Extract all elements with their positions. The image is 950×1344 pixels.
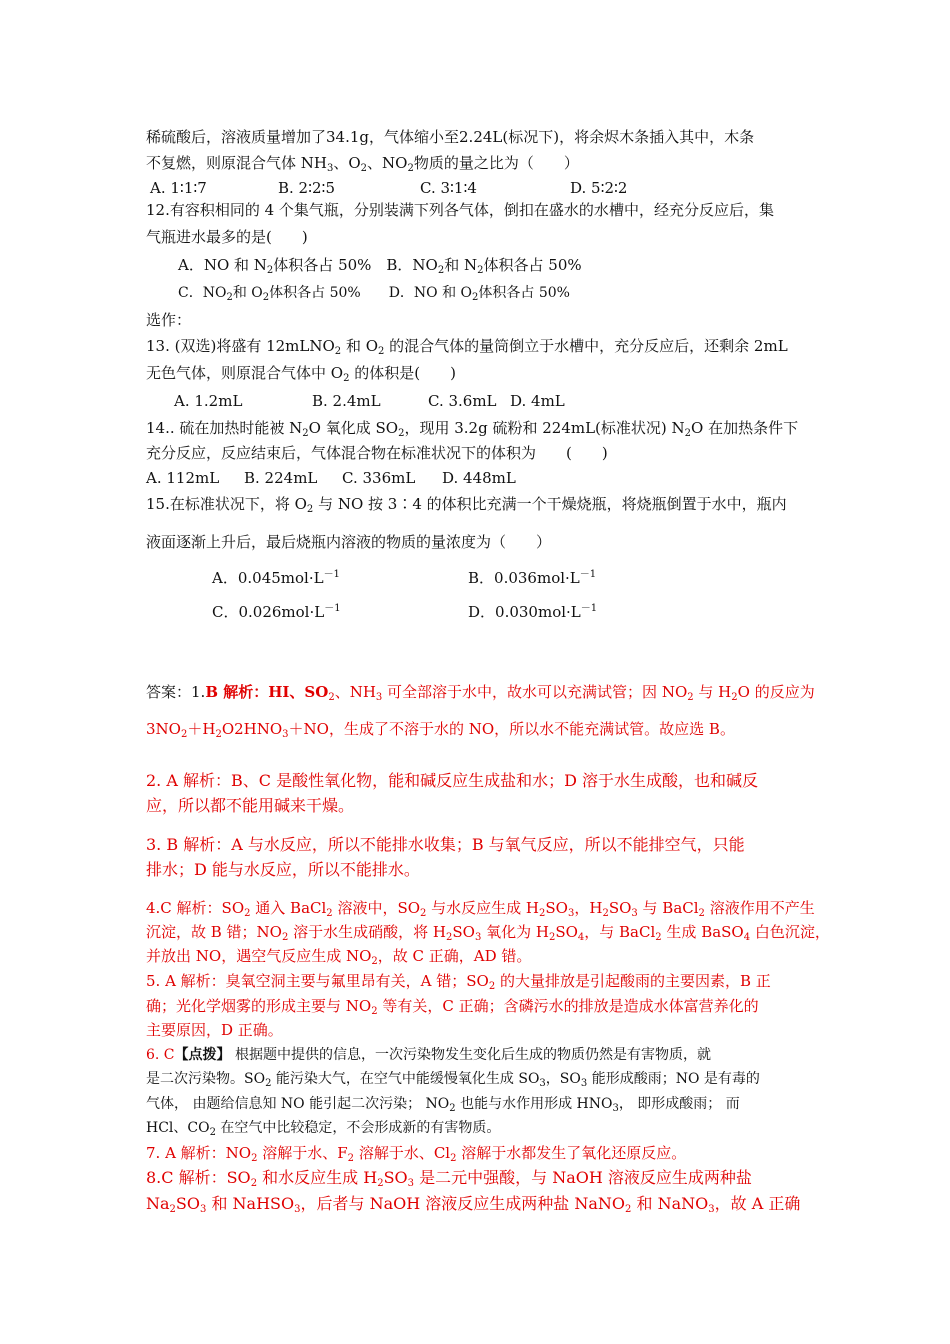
q13-line2: 无色气体，则原混合气体中 $O_2$ 的体积是( ) [146, 364, 456, 384]
q14-line2: 充分反应，反应结束后，气体混合物在标准状况下的体积为 ( ) [146, 444, 608, 462]
answer-4-line3: 并放出 NO，遇空气反应生成 $NO_2$，故 C 正确，AD 错。 [146, 947, 532, 967]
answer-5-line2: 确；光化学烟雾的形成主要与 $NO_2$ 等有关，C 正确；含磷污水的排放是造成水体富营养化的 [146, 997, 759, 1017]
q14-option-a: A. 112mL [146, 469, 220, 487]
answer-5-line1: 5. A 解析：臭氧空洞主要与氟里昂有关，A 错；$SO_2$ 的大量排放是引起酸雨的主要因素，B 正 [146, 972, 771, 992]
answer-2-line1: 2. A 解析：B、C 是酸性氧化物，能和碱反应生成盐和水；D 溶于水生成酸，也和碱反 [146, 771, 758, 790]
q12-options-cd: C．$NO_2$和 $O_2$体积各占 50% D．NO 和 $O_2$体积各占 50% [178, 285, 570, 303]
q12-line2: 气瓶进水最多的是( ) [146, 228, 308, 246]
q11-option-d: D. 5∶2∶2 [570, 179, 628, 197]
answer-1-line1: 答案：1.B 解析：HI、$SO_2$、$NH_3$ 可全部溶于水中，故水可以充满试管；因 $NO_2$ 与 $H_2O$ 的反应为 [146, 683, 815, 703]
q15-option-c: C．$0.026mol\cdot L^{-1}$ [212, 603, 341, 621]
q15-option-b: B．$0.036mol\cdot L^{-1}$ [468, 569, 597, 587]
answer-8-line2: $Na_2SO_3$ 和 NaHSO$_3$，后者与 NaOH 溶液反应生成两种盐 NaNO$_2$ 和 NaNO$_3$，故 A 正确 [146, 1194, 801, 1215]
answer-8-line1: 8.C 解析：$SO_2$ 和水反应生成 $H_2SO_3$ 是二元中强酸，与 NaOH 溶液反应生成两种盐 [146, 1168, 752, 1189]
answer-3-line1: 3. B 解析：A 与水反应，所以不能排水收集；B 与氧气反应，所以不能排空气，只能 [146, 835, 745, 854]
answer-6-line4: HCl、$CO_2$ 在空气中比较稳定，不会形成新的有害物质。 [146, 1120, 501, 1138]
answer-6-line1: 6. C【点拨】 根据题中提供的信息，一次污染物发生变化后生成的物质仍然是有害物质，就 [146, 1047, 711, 1063]
q11-option-c: C. 3∶1∶4 [420, 179, 477, 197]
q15-line2: 液面逐渐上升后，最后烧瓶内溶液的物质的量浓度为（ ） [146, 533, 552, 551]
q14-option-c: C. 336mL [342, 469, 416, 487]
answer-6-line2: 是二次污染物。$SO_2$ 能污染大气，在空气中能缓慢氧化生成 $SO_3$，$SO_3$ 能形成酸雨；NO 是有毒的 [146, 1071, 760, 1089]
q12-line1: 12.有容积相同的 4 个集气瓶，分别装满下列各气体，倒扣在盛水的水槽中，经充分反应后，集 [146, 201, 774, 219]
answer-6-line3: 气体， 由题给信息知 NO 能引起二次污染； $NO_2$ 也能与水作用形成 $HNO_3$， 即形成酸雨； 而 [146, 1096, 740, 1114]
q15-line1: 15.在标准状况下，将 $O_2$ 与 NO 按 3∶4 的体积比充满一个干燥烧瓶，将烧瓶倒置于水中，瓶内 [146, 495, 787, 515]
q14-option-d: D. 448mL [442, 469, 516, 487]
q13-option-d: D. 4mL [510, 392, 565, 410]
answer-2-line2: 应，所以都不能用碱来干燥。 [146, 796, 355, 815]
q15-option-d: D．$0.030mol\cdot L^{-1}$ [468, 603, 598, 621]
q11-option-b: B. 2∶2∶5 [278, 179, 335, 197]
q12-options-ab: A．NO 和 $N_2$体积各占 50% B．$NO_2$和 $N_2$体积各占 50% [178, 256, 582, 276]
answer-1-line2: $3NO_2+H_2O2HNO_3+NO$，生成了不溶于水的 NO，所以水不能充满试管。故应选 B。 [146, 720, 735, 740]
q11-line1: 稀硫酸后，溶液质量增加了34.1g，气体缩小至2.24L(标况下)，将余烬木条插入其中，木条 [146, 128, 755, 146]
q15-option-a: A．$0.045mol\cdot L^{-1}$ [212, 569, 340, 587]
answer-5-line3: 主要原因，D 正确。 [146, 1021, 283, 1039]
answer-4-line2: 沉淀，故 B 错；$NO_2$ 溶于水生成硝酸，将 $H_2SO_3$ 氧化为 $H_2SO_4$，与 BaCl$_2$ 生成 BaSO$_4$ 白色沉淀， [146, 923, 830, 943]
q14-option-b: B. 224mL [244, 469, 318, 487]
q11-line2: 不复燃，则原混合气体 $NH_3$、$O_2$、$NO_2$物质的量之比为（ ） [146, 154, 579, 174]
answer-4-line1: 4.C 解析：$SO_2$ 通入 BaCl$_2$ 溶液中，$SO_2$ 与水反应生成 $H_2SO_3$，$H_2SO_3$ 与 BaCl$_2$ 溶液作用不产生 [146, 899, 815, 919]
q14-line1: 14.. 硫在加热时能被 $N_2O$ 氧化成 $SO_2$，现用 3.2g 硫粉和 224mL(标准状况) $N_2O$ 在加热条件下 [146, 419, 799, 439]
q13-option-b: B. 2.4mL [312, 392, 381, 410]
answer-3-line2: 排水；D 能与水反应，所以不能排水。 [146, 860, 420, 879]
q13-option-a: A. 1.2mL [174, 392, 243, 410]
q13-line1: 13. (双选)将盛有 12mLNO$_2$ 和 $O_2$ 的混合气体的量筒倒立于水槽中，充分反应后，还剩余 2mL [146, 337, 788, 357]
q13-option-c: C. 3.6mL [428, 392, 497, 410]
answer-7-line1: 7. A 解析：$NO_2$ 溶解于水、$F_2$ 溶解于水、$Cl_2$ 溶解于水都发生了氧化还原反应。 [146, 1144, 687, 1164]
q11-option-a: A. 1∶1∶7 [150, 179, 207, 197]
section-label: 选作： [146, 311, 192, 329]
